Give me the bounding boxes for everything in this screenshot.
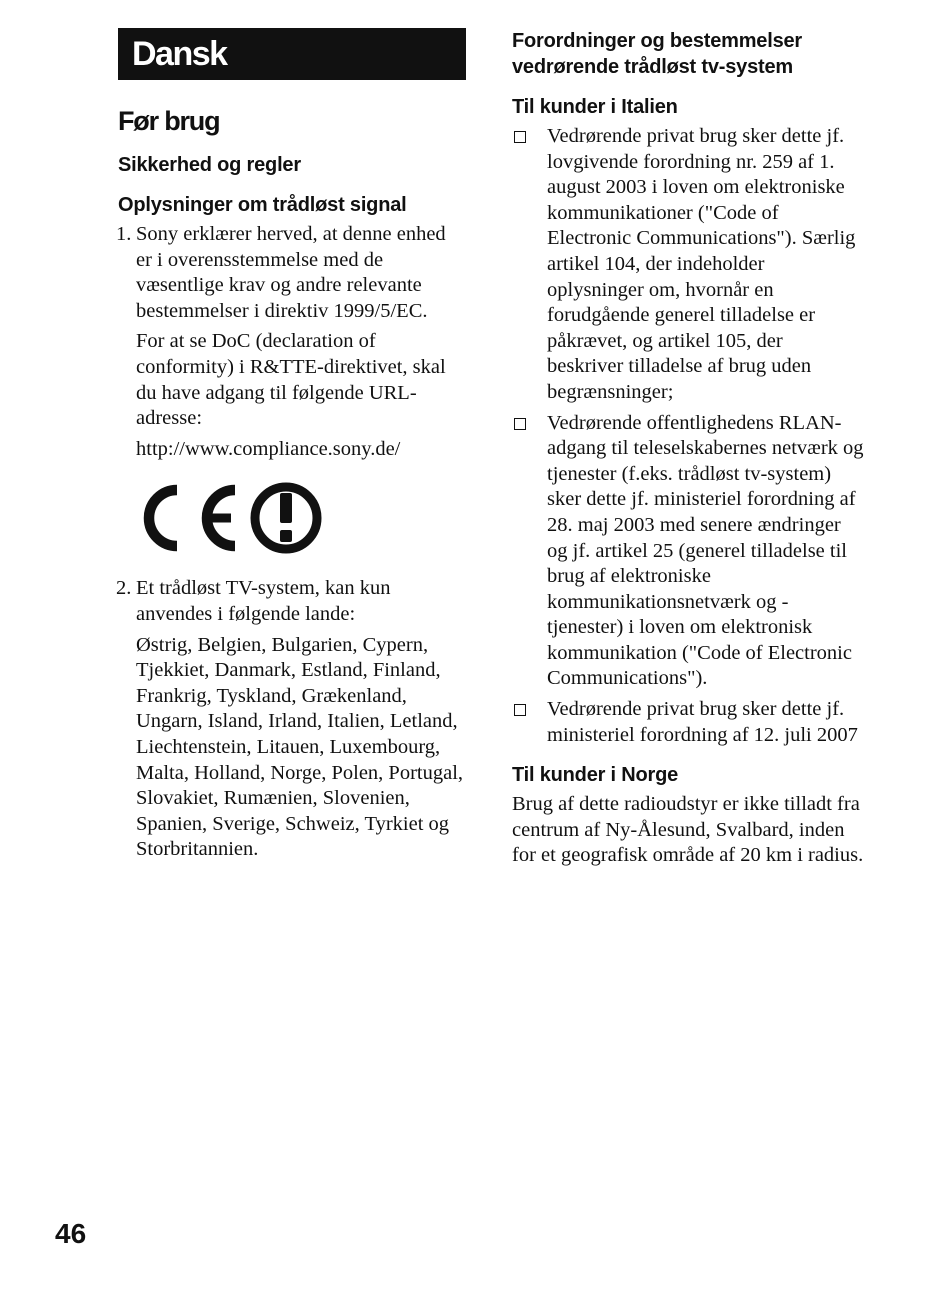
list-item-number: 2. [116, 577, 132, 600]
safety-heading: Sikkerhed og regler [118, 154, 301, 176]
list-item [118, 576, 466, 863]
list-item-text: Vedrørende offentlighedens RLAN-adgang til teleselskabernes netværk og tjenester (f.eks. trådløst tv-system) sker dette jf. ministeriel forordning af 28. maj 2003 med senere ændringer og jf. artikel 25 (generel tilladelse til brug af elektroniske kommunikationsnetværk og -tjenester) i loven om elektronisk kommunikation ("Code of Electronic Communications"). [547, 411, 864, 690]
tv-system-paragraph: Et trådløst TV-system, kan kun anvendes i følgende lande: [136, 577, 391, 625]
page-number: 46 [55, 1218, 87, 1249]
ce-mark-icon [136, 478, 242, 558]
norway-paragraph: Brug af dette radioudstyr er ikke tilladt fra centrum af Ny-Ålesund, Svalbard, inden for et geografisk område af 20 km i radius. [512, 793, 864, 867]
left-column [118, 28, 466, 863]
list-item-number: 1. [116, 223, 132, 245]
list-item-text: Vedrørende privat brug sker dette jf. ministeriel forordning af 12. juli 2007 [547, 698, 858, 746]
list-item [512, 697, 864, 748]
regulations-heading: Forordninger og bestemmelser vedrørende trådløst tv-system [512, 30, 803, 78]
checkbox-bullet-icon [514, 704, 526, 716]
italy-list [512, 124, 864, 748]
list-item [512, 124, 864, 406]
checkbox-bullet-icon [514, 131, 526, 143]
list-item [512, 411, 864, 693]
right-column [512, 28, 864, 869]
language-banner: Dansk [118, 28, 466, 80]
compliance-url: http://www.compliance.sony.de/ [136, 437, 401, 460]
alert-mark-icon [246, 478, 326, 558]
norway-heading: Til kunder i Norge [512, 764, 679, 787]
wireless-info-list [118, 222, 466, 863]
wireless-signal-heading: Oplysninger om trådløst signal [118, 194, 407, 216]
country-list: Østrig, Belgien, Bulgarien, Cypern, Tjekkiet, Danmark, Estland, Finland, Frankrig, Tyskland, Grækenland, Ungarn, Island, Irland, Italien, Letland, Liechtenstein, Litauen, Luxembourg, Malta, Holland, Norge, Polen, Portugal, Slovakiet, Rumænien, Slovenien, Spanien, Sverige, Schweiz, Tyrkiet og Storbritannien. [136, 633, 464, 861]
section-title: Før brug [118, 106, 220, 136]
regulatory-marks [136, 478, 466, 558]
checkbox-bullet-icon [514, 418, 526, 430]
italy-heading: Til kunder i Italien [512, 96, 678, 118]
doc-access-paragraph: For at se DoC (declaration of conformity) i R&TTE-direktivet, skal du have adgang til følgende URL-adresse: [136, 330, 446, 430]
list-item-text: Vedrørende privat brug sker dette jf. lovgivende forordning nr. 259 af 1. august 2003 i loven om elektroniske kommunikationer ("Code of Electronic Communications"). Særlig artikel 104, der indeholder oplysninger om, hvornår en forudgående generel tilladelse er påkrævet, og artikel 105, der beskriver tilladelse af brug uden begrænsninger; [547, 125, 856, 403]
list-item [118, 222, 466, 558]
declaration-paragraph: Sony erklærer herved, at denne enhed er i overensstemmelse med de væsentlige krav og andre relevante bestemmelser i direktiv 1999/5/EC. [136, 223, 446, 322]
